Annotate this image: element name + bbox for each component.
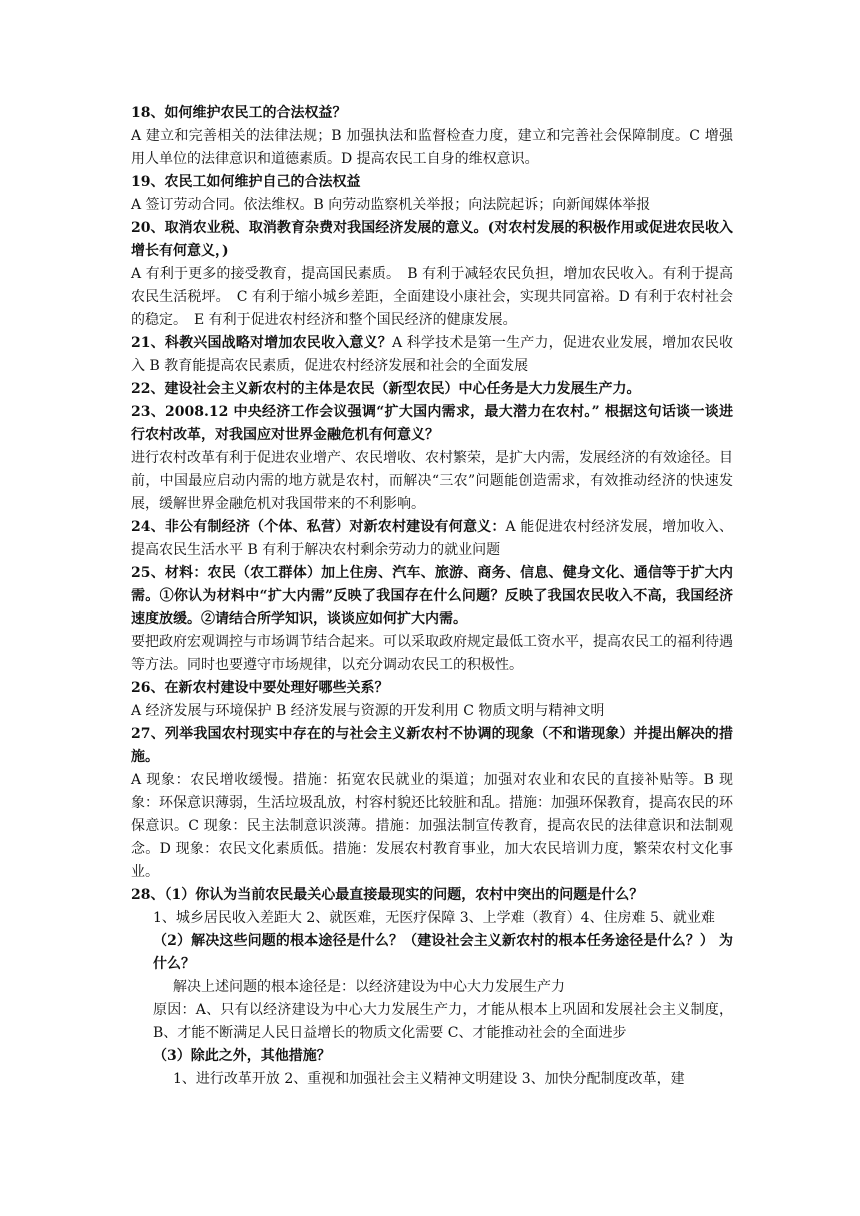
question-21-answer: A 科学技术是第一生产力，促进农业发展，增加农民收入 B 教育能提高农民素质，促进农村经济发展和社会的全面发展 [131, 335, 734, 374]
question-28-title: 28、（1）你认为当前农民最关心最直接最现实的问题，农村中突出的问题是什么？ [131, 887, 644, 903]
question-23-answer: 进行农村改革有利于促进农业增产、农民增收、农村繁荣，是扩大内需，发展经济的有效途径。目前，中国最应启动内需的地方就是农村，而解决“三农”问题能创造需求，有效推动经济的快速发展，缓解世界金融危机对我国带来的不利影响。 [131, 450, 733, 512]
question-23-title: 23、2008.12 中央经济工作会议强调“扩大国内需求，最大潜力在农村。” 根据这句话谈一谈进行农村改革，对我国应对世界金融危机有何意义？ [131, 404, 733, 443]
question-24 [131, 516, 733, 562]
question-22-title: 22、建设社会主义新农村的主体是农民（新型农民）中心任务是大力发展生产力。 [131, 381, 641, 397]
question-18-title: 18、如何维护农民工的合法权益？ [131, 105, 347, 121]
question-24-answer: A 能促进农村经济发展，增加收入、提高农民生活水平 B 有利于解决农村剩余劳动力的就业问题 [131, 519, 734, 558]
question-25-answer: 要把政府宏观调控与市场调节结合起来。可以采取政府规定最低工资水平，提高农民工的福利待遇等方法。同时也要遵守市场规律，以充分调动农民工的积极性。 [131, 634, 733, 673]
question-28-sub-2: （2）解决这些问题的根本途径是什么？（建设社会主义新农村的根本任务途径是什么？） 为什么？ [153, 933, 733, 972]
document-page [131, 102, 733, 1091]
question-25-title: 25、材料：农民（农工群体）加上住房、汽车、旅游、商务、信息、健身文化、通信等于扩大内需。①你认为材料中“扩大内需”反映了我国存在什么问题？反映了我国农民收入不高，我国经济速度放缓。②请结合所学知识，谈谈应如何扩大内需。 [131, 565, 733, 627]
question-28-answer-3: 1、进行改革开放 2、重视和加强社会主义精神文明建设 3、加快分配制度改革，建 [173, 1071, 685, 1087]
question-26-title: 26、在新农村建设中要处理好哪些关系？ [131, 680, 389, 696]
question-18-answer: A 建立和完善相关的法律法规；B 加强执法和监督检查力度，建立和完善社会保障制度。C 增强用人单位的法律意识和道德素质。D 提高农民工自身的维权意识。 [131, 128, 733, 167]
question-21-title: 21、科教兴国战略对增加农民收入意义？ [131, 335, 392, 351]
question-20-title: 20、取消农业税、取消教育杂费对我国经济发展的意义。(对农村发展的积极作用或促进农民收入增长有何意义，) [131, 220, 733, 259]
question-24-title: 24、非公有制经济（个体、私营）对新农村建设有何意义： [131, 519, 506, 535]
question-20-answer: A 有利于更多的接受教育，提高国民素质。 B 有利于减轻农民负担，增加农民收入。有利于提高农民生活税坪。 C 有利于缩小城乡差距，全面建设小康社会，实现共同富裕。D 有利于农村社会的稳定。 E 有利于促进农村经济和整个国民经济的健康发展。 [131, 266, 733, 328]
question-21 [131, 332, 733, 378]
question-27-title: 27、列举我国农村现实中存在的与社会主义新农村不协调的现象（不和谐现象）并提出解决的措施。 [131, 726, 733, 765]
question-19-title: 19、农民工如何维护自己的合法权益 [131, 174, 361, 190]
question-28-answer-2b: 原因：A、只有以经济建设为中心大力发展生产力，才能从根本上巩固和发展社会主义制度，B、才能不断满足人民日益增长的物质文化需要 C、才能推动社会的全面进步 [153, 1002, 733, 1041]
question-28-sub-3: （3）除此之外，其他措施？ [153, 1048, 331, 1064]
question-27-answer: A 现象：农民增收缓慢。措施：拓宽农民就业的渠道；加强对农业和农民的直接补贴等。B 现象：环保意识薄弱，生活垃圾乱放，村容村貌还比较脏和乱。措施：加强环保教育，提高农民的环保意识。C 现象：民主法制意识淡薄。措施：加强法制宣传教育，提高农民的法律意识和法制观念。D 现象：农民文化素质低。措施：发展农村教育事业，加大农民培训力度，繁荣农村文化事业。 [131, 772, 733, 880]
question-26-answer: A 经济发展与环境保护 B 经济发展与资源的开发利用 C 物质文明与精神文明 [131, 703, 605, 719]
question-19-answer: A 签订劳动合同。依法维权。B 向劳动监察机关举报；向法院起诉；向新闻媒体举报 [131, 197, 651, 213]
question-28-answer-2a: 解决上述问题的根本途径是：以经济建设为中心大力发展生产力 [173, 979, 565, 995]
question-28-answer-1: 1、城乡居民收入差距大 2、就医难，无医疗保障 3、上学难（教育）4、住房难 5、就业难 [153, 910, 715, 926]
